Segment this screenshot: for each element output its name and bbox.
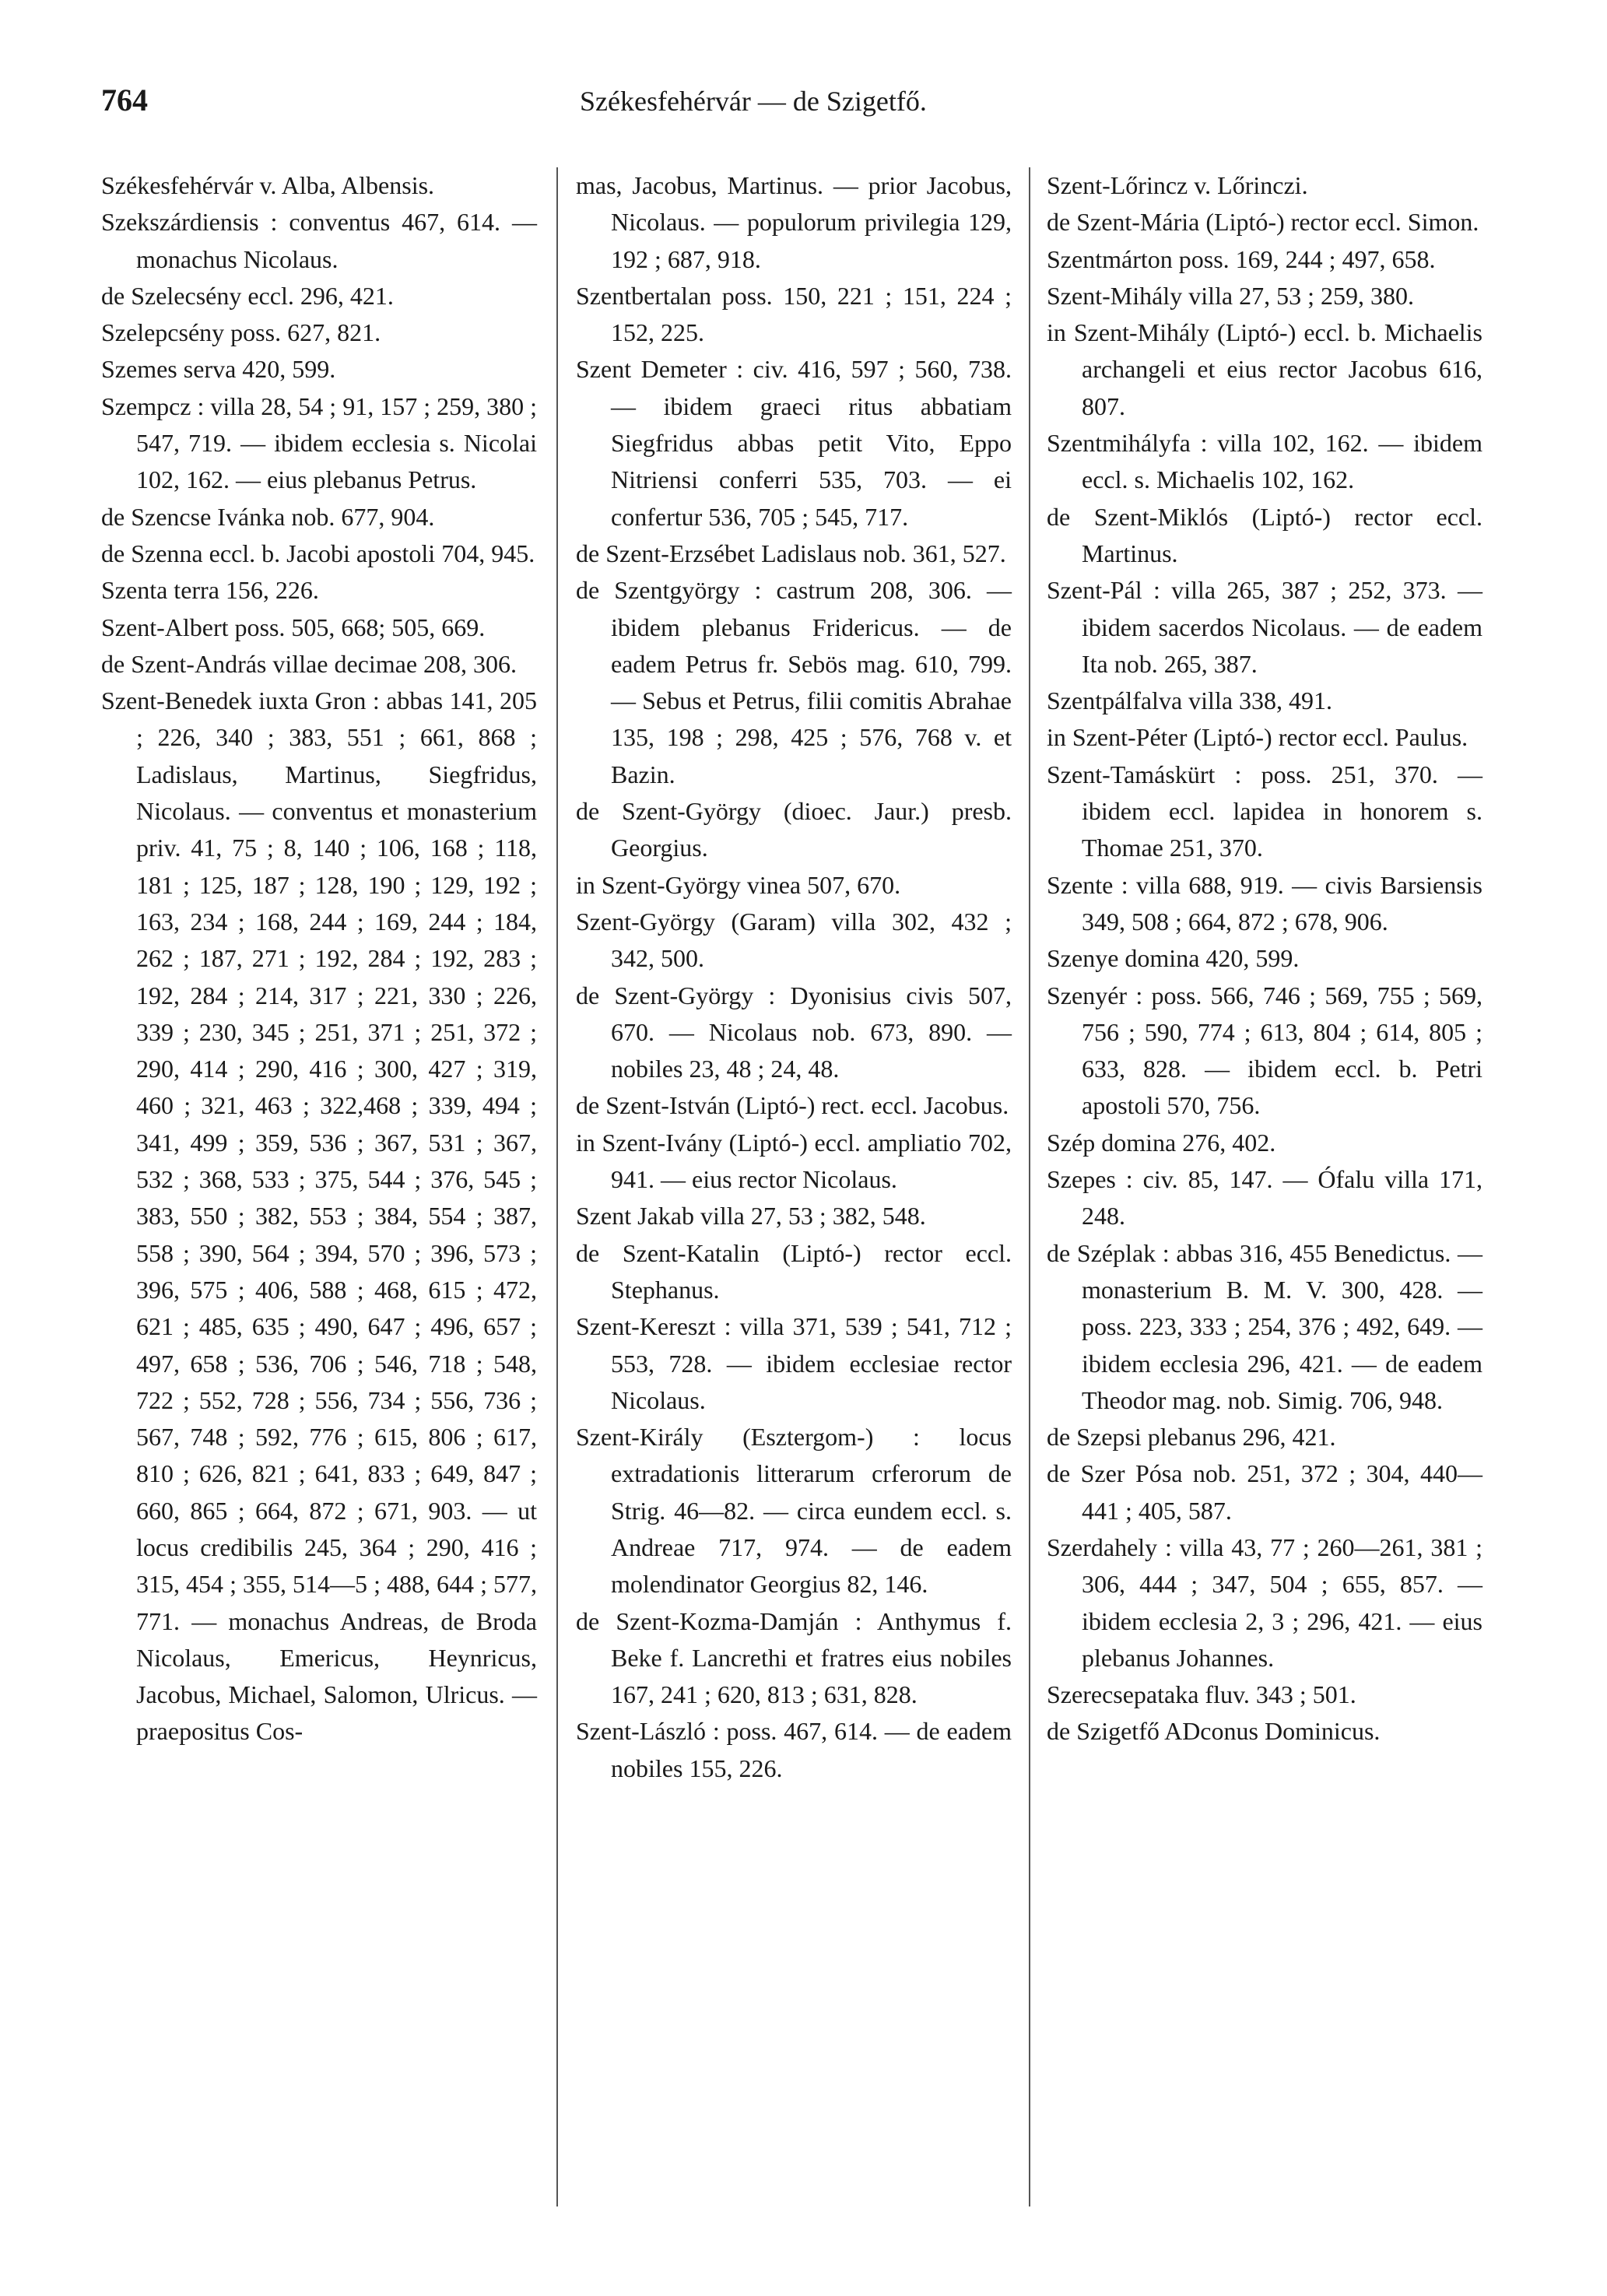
index-entry: de Szigetfő ADconus Dominicus.	[1047, 1717, 1381, 1746]
index-entry: Szenye domina 420, 599.	[1047, 944, 1300, 973]
running-head: Székesfehérvár — de Szigetfő.	[580, 86, 927, 117]
index-entry: Szent-Tamáskürt : poss. 251, 370. — ibidem eccl. lapidea in honorem s. Thomae 251, 370.	[1047, 760, 1482, 862]
index-entry: Szenyér : poss. 566, 746 ; 569, 755 ; 569, 756 ; 590, 774 ; 613, 804 ; 614, 805 ; 633, 828. — ibidem eccl. b. Petri apostoli 570, 756.	[1047, 981, 1482, 1120]
index-entry: Szent Jakab villa 27, 53 ; 382, 548.	[576, 1202, 926, 1231]
index-entry: in Szent-Ivány (Liptó-) eccl. ampliatio 702, 941. — eius rector Nicolaus.	[576, 1128, 1012, 1194]
index-entry: Szent-Benedek iuxta Gron : abbas 141, 205 ; 226, 340 ; 383, 551 ; 661, 868 ; Ladislaus, Martinus, Siegfridus, Nicolaus. — conventus et monasterium priv. 41, 75 ; 8, 140 ; 106, 168 ; 118, 181 ; 125, 187 ; 128, 190 ; 129, 192 ; 163, 234 ; 168, 244 ; 169, 244 ; 184, 262 ; 187, 271 ; 192, 284 ; 192, 283 ; 192, 284 ; 214, 317 ; 221, 330 ; 226, 339 ; 230, 345 ; 251, 371 ; 251, 372 ; 290, 414 ; 290, 416 ; 300, 427 ; 319, 460 ; 321, 463 ; 322,468 ; 339, 494 ; 341, 499 ; 359, 536 ; 367, 531 ; 367, 532 ; 368, 533 ; 375, 544 ; 376, 545 ; 383, 550 ; 382, 553 ; 384, 554 ; 387, 558 ; 390, 564 ; 394, 570 ; 396, 573 ; 396, 575 ; 406, 588 ; 468, 615 ; 472, 621 ; 485, 635 ; 490, 647 ; 496, 657 ; 497, 658 ; 536, 706 ; 546, 718 ; 548, 722 ; 552, 728 ; 556, 734 ; 556, 736 ; 567, 748 ; 592, 776 ; 615, 806 ; 617, 810 ; 626, 821 ; 641, 833 ; 649, 847 ; 660, 865 ; 664, 872 ; 671, 903. — ut locus credibilis 245, 364 ; 290, 416 ; 315, 454 ; 355, 514—5 ; 488, 644 ; 577, 771. — monachus Andreas, de Broda Nicolaus, Emericus, Heynricus, Jacobus, Michael, Salomon, Ulricus. — praepositus Cos-	[101, 686, 537, 1746]
index-entry: de Szent-György : Dyonisius civis 507, 670. — Nicolaus nob. 673, 890. — nobiles 23, 48 ; 24, 48.	[576, 981, 1012, 1083]
index-entry: de Szent-Erzsébet Ladislaus nob. 361, 527.	[576, 539, 1006, 567]
index-entry: Szekszárdiensis : conventus 467, 614. — monachus Nicolaus.	[101, 208, 537, 273]
index-entry: Szerecsepataka fluv. 343 ; 501.	[1047, 1680, 1356, 1709]
index-entry: Szempcz : villa 28, 54 ; 91, 157 ; 259, 380 ; 547, 719. — ibidem ecclesia s. Nicolai 102, 162. — eius plebanus Petrus.	[101, 391, 537, 494]
index-entry: de Szelecsény eccl. 296, 421.	[101, 281, 394, 310]
index-entry: de Szenna eccl. b. Jacobi apostoli 704, 945.	[101, 539, 535, 567]
index-entry: Szemes serva 420, 599.	[101, 355, 336, 384]
index-entry: Szent-György (Garam) villa 302, 432 ; 342, 500.	[576, 907, 1012, 973]
index-column-3	[1047, 167, 1482, 1750]
index-entry: Szentmárton poss. 169, 244 ; 497, 658.	[1047, 244, 1436, 273]
index-entry: Szentpálfalva villa 338, 491.	[1047, 686, 1333, 715]
index-entry: de Szent-István (Liptó-) rect. eccl. Jacobus.	[576, 1091, 1009, 1120]
index-entry: Szerdahely : villa 43, 77 ; 260—261, 381 ; 306, 444 ; 347, 504 ; 655, 857. — ibidem ecclesia 2, 3 ; 296, 421. — eius plebanus Johannes.	[1047, 1532, 1482, 1672]
index-entry: de Szent-Kozma-Damján : Anthymus f. Beke f. Lancrethi et fratres eius nobiles 167, 241 ; 620, 813 ; 631, 828.	[576, 1606, 1012, 1709]
index-column-1	[101, 167, 537, 1750]
index-entry: Szent Demeter : civ. 416, 597 ; 560, 738. — ibidem graeci ritus abbatiam Siegfridus abbas petit Vito, Eppo Nitriensi conferri 535, 703. — ei confertur 536, 705 ; 545, 717.	[576, 355, 1012, 531]
index-entry: Szenta terra 156, 226.	[101, 576, 319, 605]
index-entry: Szentbertalan poss. 150, 221 ; 151, 224 ; 152, 225.	[576, 281, 1012, 347]
index-entry: Szent-Király (Esztergom-) : locus extradationis litterarum crferorum de Strig. 46—82. — circa eundem eccl. s. Andreae 717, 974. — de eadem molendinator Georgius 82, 146.	[576, 1423, 1012, 1599]
index-entry: Szent-Lőrincz v. Lőrinczi.	[1047, 171, 1308, 199]
index-entry: Szép domina 276, 402.	[1047, 1128, 1276, 1157]
index-entry: de Szent-Miklós (Liptó-) rector eccl. Martinus.	[1047, 502, 1482, 567]
index-entry: de Szent-Mária (Liptó-) rector eccl. Simon.	[1047, 208, 1479, 237]
index-entry: Székesfehérvár v. Alba, Albensis.	[101, 171, 435, 199]
index-entry: in Szent-Péter (Liptó-) rector eccl. Paulus.	[1047, 723, 1468, 752]
index-entry: Szente : villa 688, 919. — civis Barsiensis 349, 508 ; 664, 872 ; 678, 906.	[1047, 870, 1482, 936]
index-column-2	[576, 167, 1012, 1787]
index-entry: in Szent-György vinea 507, 670.	[576, 870, 901, 899]
index-entry: Szepes : civ. 85, 147. — Ófalu villa 171, 248.	[1047, 1165, 1482, 1231]
page-number: 764	[101, 83, 148, 118]
index-entry: Szent-Mihály villa 27, 53 ; 259, 380.	[1047, 281, 1414, 310]
column-divider	[556, 167, 558, 2206]
index-entry: de Szent-Katalin (Liptó-) rector eccl. Stephanus.	[576, 1238, 1012, 1304]
index-entry: Szent-Pál : villa 265, 387 ; 252, 373. — ibidem sacerdos Nicolaus. — de eadem Ita nob. 265, 387.	[1047, 576, 1482, 678]
index-entry: Szent-László : poss. 467, 614. — de eadem nobiles 155, 226.	[576, 1717, 1012, 1782]
index-entry: de Szencse Ivánka nob. 677, 904.	[101, 502, 435, 531]
index-entry: in Szent-Mihály (Liptó-) eccl. b. Michaelis archangeli et eius rector Jacobus 616, 807.	[1047, 318, 1482, 420]
index-entry: Szelepcsény poss. 627, 821.	[101, 318, 381, 347]
index-entry: Szent-Kereszt : villa 371, 539 ; 541, 712 ; 553, 728. — ibidem ecclesiae rector Nicolaus.	[576, 1312, 1012, 1414]
index-entry: de Szepsi plebanus 296, 421.	[1047, 1423, 1336, 1452]
index-entry: Szentmihályfa : villa 102, 162. — ibidem eccl. s. Michaelis 102, 162.	[1047, 429, 1482, 494]
index-entry-continued: mas, Jacobus, Martinus. — prior Jacobus, Nicolaus. — populorum privilegia 129, 192 ; 687, 918.	[576, 171, 1012, 273]
column-divider	[1029, 167, 1030, 2206]
index-entry: de Szent-András villae decimae 208, 306.	[101, 649, 518, 678]
page-header	[0, 82, 1607, 128]
index-entry: de Szentgyörgy : castrum 208, 306. — ibidem plebanus Fridericus. — de eadem Petrus fr. Sebös mag. 610, 799. — Sebus et Petrus, filii comitis Abrahae 135, 198 ; 298, 425 ; 576, 768 v. et Bazin.	[576, 576, 1012, 788]
index-entry: de Széplak : abbas 316, 455 Benedictus. — monasterium B. M. V. 300, 428. — poss. 223, 333 ; 254, 376 ; 492, 649. — ibidem ecclesia 296, 421. — de eadem Theodor mag. nob. Simig. 706, 948.	[1047, 1238, 1482, 1414]
index-entry: de Szer Pósa nob. 251, 372 ; 304, 440—441 ; 405, 587.	[1047, 1459, 1482, 1525]
index-entry: de Szent-György (dioec. Jaur.) presb. Georgius.	[576, 797, 1012, 862]
index-entry: Szent-Albert poss. 505, 668; 505, 669.	[101, 613, 486, 641]
